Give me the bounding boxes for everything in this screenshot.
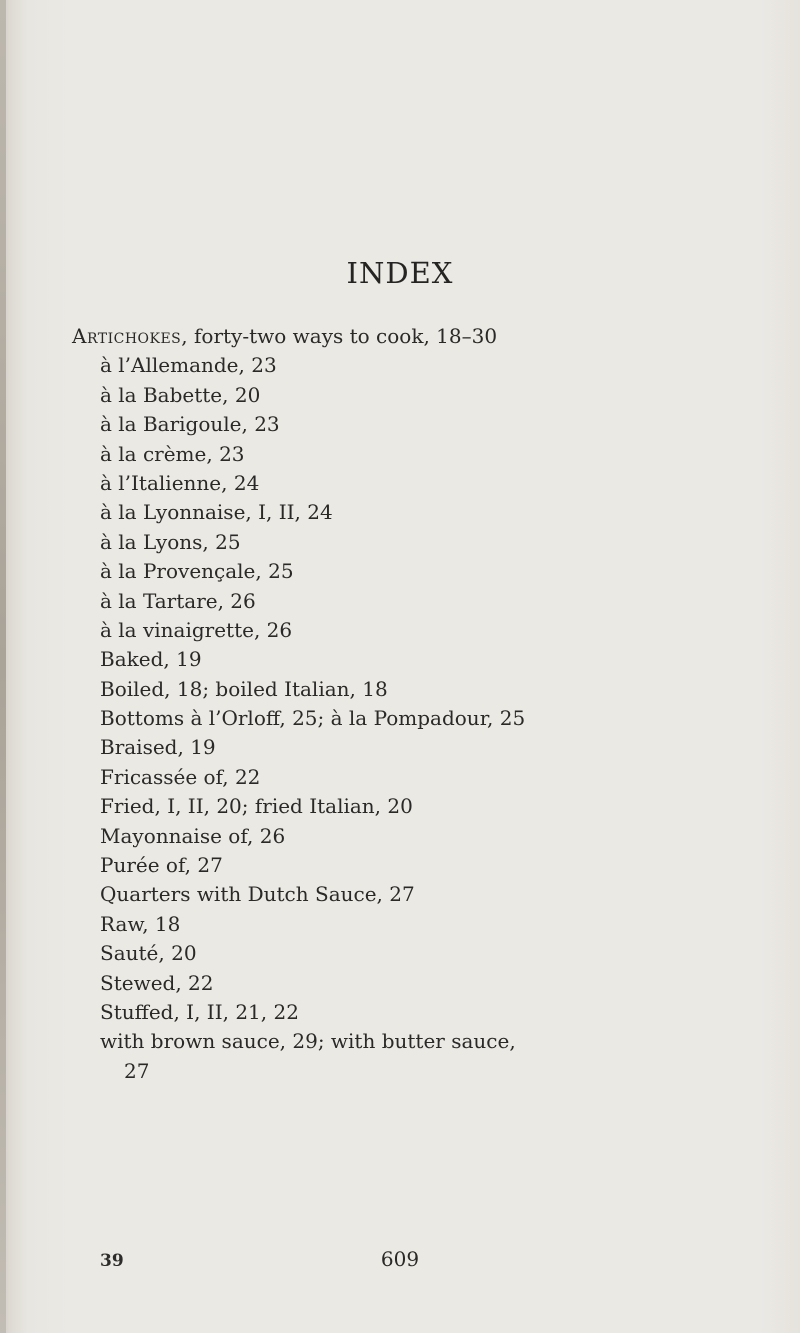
index-subentry: Bottoms à l’Orloff, 25; à la Pompadour, 25 <box>100 706 526 731</box>
index-subentry: à l’Italienne, 24 <box>100 470 260 495</box>
index-subentry: Fried, I, II, 20; fried Italian, 20 <box>100 794 413 819</box>
index-subentry: à la Tartare, 26 <box>100 588 256 613</box>
main-entry-text: , forty-two ways to cook, 18–30 <box>181 324 498 348</box>
index-subentry: Fricassée of, 22 <box>100 764 261 789</box>
index-subentry: Mayonnaise of, 26 <box>100 823 286 848</box>
index-subentry-continuation: 27 <box>124 1058 150 1083</box>
signature-mark: 39 <box>100 1251 124 1271</box>
index-subentry: Boiled, 18; boiled Italian, 18 <box>100 676 388 701</box>
index-subentry: à l’Allemande, 23 <box>100 353 277 378</box>
index-subentry: à la Lyons, 25 <box>100 529 241 554</box>
index-main-entry <box>0 322 800 351</box>
page-heading: INDEX <box>346 256 454 290</box>
index-subentry: à la Barigoule, 23 <box>100 412 280 437</box>
page-number: 609 <box>380 1247 420 1271</box>
index-subentry: with brown sauce, 29; with butter sauce, <box>100 1029 516 1054</box>
index-subentry: Quarters with Dutch Sauce, 27 <box>100 882 415 907</box>
index-subentry: Purée of, 27 <box>100 853 223 878</box>
index-subentry: Braised, 19 <box>100 735 216 760</box>
index-entry-list <box>0 322 800 1086</box>
index-subentry: Baked, 19 <box>100 647 202 672</box>
index-subentry: Sauté, 20 <box>100 941 197 966</box>
index-subentry: Stewed, 22 <box>100 970 214 995</box>
index-subentry: Raw, 18 <box>100 911 181 936</box>
index-subentry: Stuffed, I, II, 21, 22 <box>100 999 299 1024</box>
index-subentry: à la Babette, 20 <box>100 382 261 407</box>
index-subentry: à la Lyonnaise, I, II, 24 <box>100 500 333 525</box>
index-subentry: à la vinaigrette, 26 <box>100 617 293 642</box>
index-subentry: à la crème, 23 <box>100 441 245 466</box>
main-entry-headword: Artichokes <box>72 324 182 348</box>
index-subentry: à la Provençale, 25 <box>100 559 294 584</box>
